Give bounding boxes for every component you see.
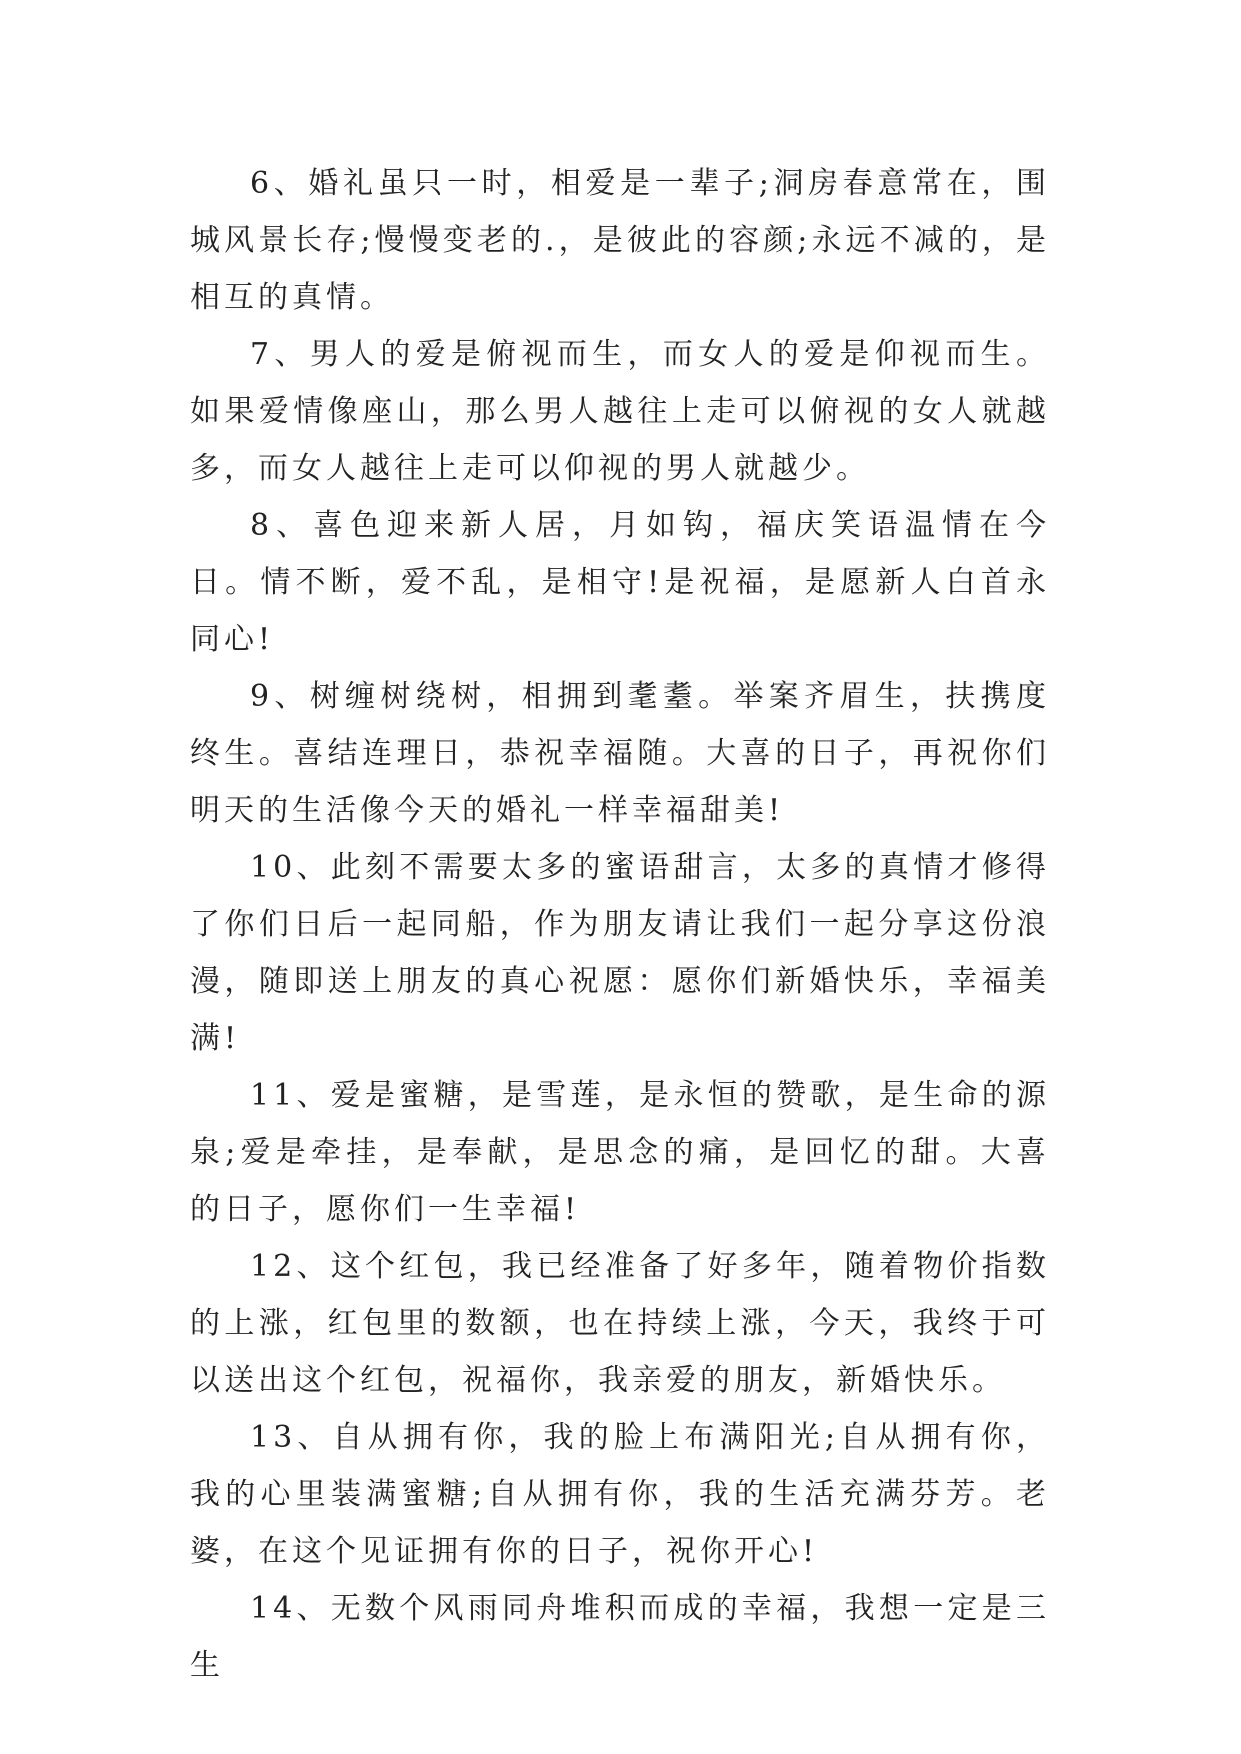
paragraph-6: 6、婚礼虽只一时，相爱是一辈子;洞房春意常在，围城风景长存;慢慢变老的.，是彼此的容颜;永远不减的，是相互的真情。 xyxy=(190,166,1050,315)
paragraph-14: 14、无数个风雨同舟堆积而成的幸福，我想一定是三生 xyxy=(190,1591,1050,1683)
paragraph-7: 7、男人的爱是俯视而生，而女人的爱是仰视而生。如果爱情像座山，那么男人越往上走可以俯视的女人就越多，而女人越往上走可以仰视的男人就越少。 xyxy=(190,337,1050,486)
paragraph-9: 9、树缠树绕树，相拥到耄耋。举案齐眉生，扶携度终生。喜结连理日，恭祝幸福随。大喜的日子，再祝你们明天的生活像今天的婚礼一样幸福甜美! xyxy=(190,679,1050,828)
paragraph-11: 11、爱是蜜糖，是雪莲，是永恒的赞歌，是生命的源泉;爱是牵挂，是奉献，是思念的痛，是回忆的甜。大喜的日子，愿你们一生幸福! xyxy=(190,1078,1050,1227)
document-body xyxy=(190,155,1050,1694)
paragraph-12: 12、这个红包，我已经准备了好多年，随着物价指数的上涨，红包里的数额，也在持续上涨，今天，我终于可以送出这个红包，祝福你，我亲爱的朋友，新婚快乐。 xyxy=(190,1249,1050,1398)
paragraph-10: 10、此刻不需要太多的蜜语甜言，太多的真情才修得了你们日后一起同船，作为朋友请让我们一起分享这份浪漫，随即送上朋友的真心祝愿：愿你们新婚快乐，幸福美满! xyxy=(190,850,1050,1056)
paragraph-13: 13、自从拥有你，我的脸上布满阳光;自从拥有你，我的心里装满蜜糖;自从拥有你，我的生活充满芬芳。老婆，在这个见证拥有你的日子，祝你开心! xyxy=(190,1420,1050,1569)
paragraph-8: 8、喜色迎来新人居，月如钩，福庆笑语温情在今日。情不断，爱不乱，是相守!是祝福，是愿新人白首永同心! xyxy=(190,508,1050,657)
